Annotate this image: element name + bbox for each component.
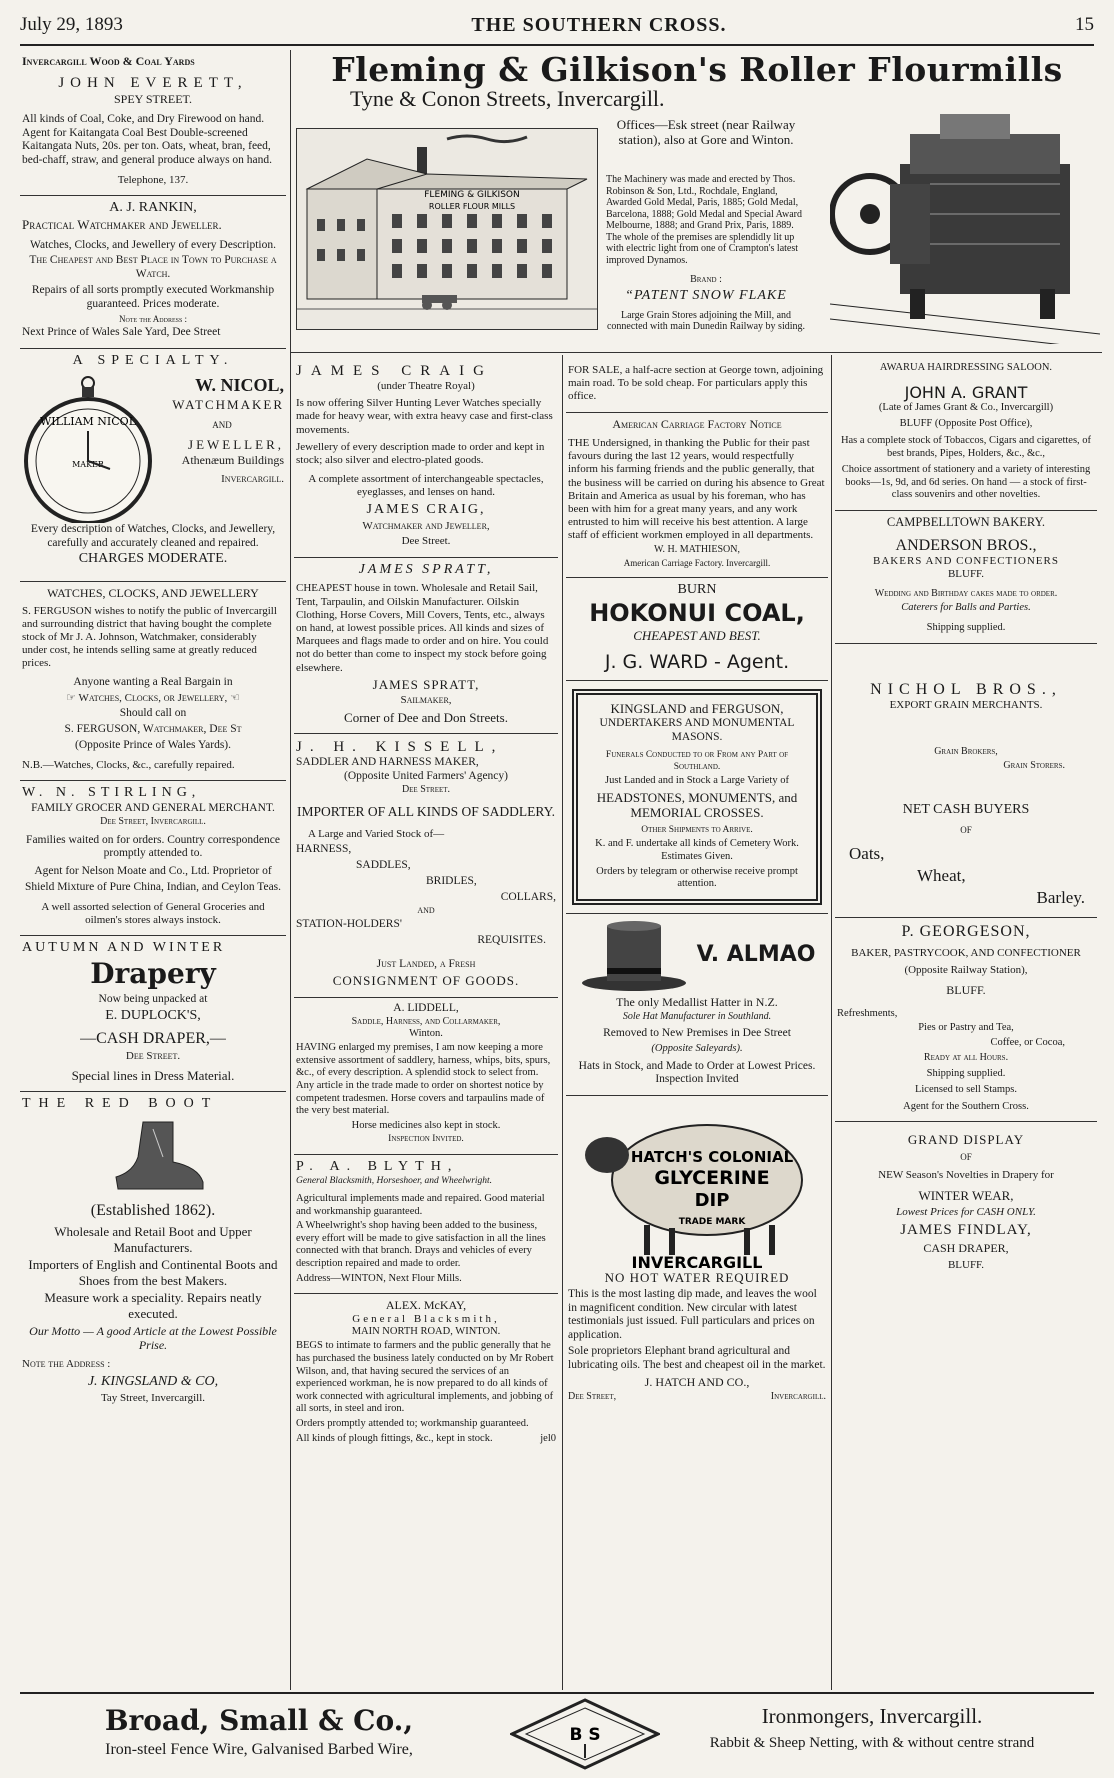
almao-line5: Hats in Stock, and Made to Order at Lowest Prices. Inspection Invited [578, 1059, 816, 1086]
georgeson-name: P. GEORGESON, [901, 922, 1031, 940]
bs-diamond-logo [510, 1698, 660, 1770]
redboot-line3: Measure work a speciality. Repairs neatly executed. [44, 1290, 262, 1322]
georgeson-opp: (Opposite Railway Station), [904, 964, 1028, 977]
sheep-text-1: HATCH'S COLONIAL [630, 1148, 794, 1167]
dip-heading: NO HOT WATER REQUIRED [604, 1270, 790, 1286]
nicol-town: Invercargill. [221, 473, 284, 486]
georgeson-line1: Refreshments, [837, 1007, 898, 1019]
ad-kingsland-ferguson [566, 681, 828, 914]
liddell-name: A. LIDDELL, [393, 1001, 459, 1014]
issue-date: July 29, 1893 [20, 14, 123, 35]
carriage-body: THE Undersigned, in thanking the Public for their past favours during the last 12 years, would respectfully inform his farming friends and the public generally, that the business will be carried on during his absence to Great Britain and America as usual by his foreman, who has been with him for a great many years, and any work entrusted to him will receive his best attention. A large staff of efficient workmen employed in all departments. [568, 436, 825, 542]
column-rule-3 [831, 355, 832, 1690]
georgeson-town: BLUFF. [946, 983, 986, 998]
carriage-heading: American Carriage Factory Notice [612, 416, 782, 431]
ad-almao [566, 914, 828, 1096]
flourmills-offices: Offices—Esk street (near Railway station), also at Gore and Winton. [616, 117, 796, 147]
craig-sub: (under Theatre Royal) [377, 380, 475, 392]
rankin-trade: Practical Watchmaker and Jeweller. [22, 216, 222, 232]
spratt-address: Corner of Dee and Don Streets. [344, 709, 508, 725]
spratt-name: JAMES SPRATT, [358, 561, 494, 577]
rankin-name: A. J. RANKIN, [109, 200, 197, 216]
dip-address1: Dee Street, [568, 1390, 617, 1402]
mill-building-illustration [296, 128, 598, 330]
ferguson-items-text: Watches, Clocks, or Jewellery, [78, 692, 228, 705]
almao-line1: The only Medallist Hatter in N.Z. [616, 994, 778, 1009]
ad-blyth [294, 1155, 558, 1294]
ferguson-nb: N.B.—Watches, Clocks, &c., carefully repaired. [22, 758, 235, 771]
ad-american-carriage [566, 413, 828, 579]
stirling-line1: Families waited on for orders. Country correspondence promptly attended to. [26, 833, 280, 860]
craig-street: Dee Street. [401, 535, 451, 548]
stirling-name: W. N. STIRLING, [22, 785, 201, 801]
redboot-name: J. KINGSLAND & CO, [87, 1373, 219, 1389]
mckay-line2: Orders promptly attended to; workmanship guaranteed. [296, 1417, 529, 1429]
ad-anderson-bros [835, 511, 1097, 644]
nichol-trade: EXPORT GRAIN MERCHANTS. [889, 698, 1043, 711]
kingsland-trade: UNDERTAKERS AND MONUMENTAL MASONS. [599, 716, 795, 743]
column-rule-1 [290, 50, 291, 1690]
findlay-of: OF [960, 1151, 972, 1162]
anderson-line3: Shipping supplied. [926, 622, 1006, 634]
kingsland-line2: Just Landed and in Stock a Large Variety of [605, 775, 789, 787]
nichol-name: NICHOL BROS., [870, 680, 1062, 698]
liddell-trade: Saddle, Harness, and Collarmaker, [351, 1015, 501, 1027]
liddell-line2: Horse medicines also kept in stock. [351, 1119, 501, 1131]
nichol-line2: Grain Storers. [1003, 760, 1065, 772]
rankin-line1: Watches, Clocks, and Jewellery of every Description. [30, 238, 276, 251]
everett-phone: Telephone, 137. [117, 173, 189, 186]
ferguson-heading: WATCHES, CLOCKS, AND JEWELLERY [47, 586, 259, 601]
kissell-item-bridles: BRIDLES, [426, 874, 477, 887]
ferguson-bargain: Anyone wanting a Real Bargain in [73, 676, 233, 689]
nicol-and: AND [212, 420, 232, 431]
nichol-grain-oats: Oats, [849, 843, 885, 863]
column-rule-2 [562, 355, 563, 1690]
kissell-and: AND [417, 906, 435, 916]
kissell-stock: A Large and Varied Stock of— [308, 827, 445, 840]
kingsland-line1: Funerals Conducted to or From any Part of Southland. [605, 750, 789, 772]
footer-ad-broad-small [20, 1692, 1094, 1774]
dip-address [568, 1391, 826, 1403]
almao-line4: (Opposite Saleyards). [651, 1042, 743, 1054]
craig-name: JAMES CRAIG [296, 363, 493, 379]
ad-for-sale [566, 358, 828, 413]
findlay-line1: NEW Season's Novelties in Drapery for [878, 1168, 1054, 1181]
ad-james-findlay [835, 1122, 1097, 1284]
ad-duplock [20, 936, 286, 1092]
kingsland-line6: Orders by telegram or otherwise receive prompt attention. [596, 865, 798, 890]
kingsland-line4: Other Shipments to Arrive. [641, 824, 753, 835]
kissell-trade: SADDLER AND HARNESS MAKER, [296, 756, 479, 769]
grant-town: BLUFF (Opposite Post Office), [899, 418, 1033, 430]
everett-heading: Invercargill Wood & Coal Yards [22, 54, 195, 68]
mckay-address: MAIN NORTH ROAD, WINTON. [351, 1325, 501, 1337]
duplock-name: E. DUPLOCK'S, [105, 1008, 201, 1024]
liddell-town: Winton. [409, 1027, 443, 1039]
redboot-line1: Wholesale and Retail Boot and Upper Manufacturers. [54, 1224, 252, 1255]
kissell-landed: Just Landed, a Fresh [376, 957, 476, 970]
watch-maker-text: MAKER [72, 460, 104, 470]
nicol-trade: WATCHMAKER [172, 396, 284, 412]
redboot-heading: THE RED BOOT [22, 1096, 219, 1112]
findlay-line3: Lowest Prices for CASH ONLY. [896, 1205, 1036, 1218]
ad-kissell [294, 734, 558, 998]
anderson-heading: CAMPBELLTOWN BAKERY. [886, 514, 1046, 529]
column-2 [294, 358, 558, 1451]
footer-right-line2: Rabbit & Sheep Netting, with & without centre strand [709, 1735, 1035, 1751]
blyth-line2: A Wheelwright's shop having been added to the business, every effort will be made to give satisfaction in all the lines connected with that branch. Drays and vehicles of every description repaired and made to order. [296, 1220, 546, 1269]
almao-line3: Removed to New Premises in Dee Street [603, 1027, 791, 1040]
kingsland-line3: HEADSTONES, MONUMENTS, and MEMORIAL CROSSES. [596, 789, 798, 821]
liddell-body: HAVING enlarged my premises, I am now keeping a more extensive assortment of saddlery, harness, whips, bits, spurs, &c., of every description. A splendid stock to select from. Any article in the trade made to order on shortest notice by competent tradesmen. Horse covers and tarpaulins made of the very best material. [296, 1042, 551, 1117]
ad-james-spratt [294, 558, 558, 734]
rankin-address: Next Prince of Wales Sale Yard, Dee Street [22, 326, 221, 339]
machinery-paragraph: The Machinery was made and erected by Thos. Robinson & Son, Ltd., Rochdale, England, Awarded Gold Medal, Paris, 1885; Gold Medal, Barcelona, 1888; Gold Medal and Special Award Melbourne, 1888; and Grand Prix, Paris, 1889. The whole of the premises are splendidly lit up with electric light from one of Crampton's latest improved Dynamos. [606, 174, 802, 266]
brand-name: “PATENT SNOW FLAKE [625, 287, 787, 303]
rankin-note: Note the Address : [118, 313, 188, 324]
stirling-address: Dee Street, Invercargill. [100, 815, 206, 827]
grant-heading: AWARUA HAIRDRESSING SALOON. [879, 362, 1053, 373]
ferguson-opp: (Opposite Prince of Wales Yards). [74, 739, 231, 752]
grant-line1: Has a complete stock of Tobaccos, Cigars and cigarettes, of best brands, Pipes, Holders, &c., &c., [840, 434, 1092, 459]
dip-address2: Invercargill. [770, 1390, 826, 1402]
pocket-watch-illustration [22, 373, 154, 523]
sheep-illustration [577, 1100, 817, 1270]
coal-burn: BURN [677, 582, 717, 598]
kingsland-name: KINGSLAND and FERGUSON, [610, 701, 784, 717]
ad-ferguson [20, 582, 286, 781]
nichol-line1: Grain Brokers, [934, 746, 998, 758]
carriage-signature2: American Carriage Factory. Invercargill. [623, 558, 771, 569]
georgeson-line6: Licensed to sell Stamps. [914, 1084, 1018, 1096]
kissell-item-harness: HARNESS, [296, 843, 352, 856]
ferguson-name: S. FERGUSON, Watchmaker, Dee St [64, 723, 242, 736]
almao-line2: Sole Hat Manufacturer in Southland. [622, 1011, 772, 1023]
nicol-body: Every description of Watches, Clocks, and Jewellery, carefully and accurately cleaned and repaired. [30, 523, 276, 549]
brand-label: Brand : [690, 274, 722, 285]
findlay-trade: CASH DRAPER, [923, 1240, 1009, 1255]
blyth-trade: General Blacksmith, Horseshoer, and Wheelwright. [296, 1175, 493, 1186]
duplock-drapery: Drapery [90, 956, 216, 990]
ad-james-craig [294, 358, 558, 558]
ad-mckay [294, 1294, 558, 1451]
stirling-line3: Shield Mixture of Pure China, Indian, and Ceylon Teas. [24, 881, 282, 893]
flourmills-machinery-text [606, 172, 806, 335]
grant-name: JOHN A. GRANT [904, 382, 1028, 402]
watch-name-text: WILLIAM NICOL [39, 415, 137, 429]
nicol-name: W. NICOL, [195, 375, 284, 396]
ad-stirling [20, 781, 286, 936]
footer-right-line1: Ironmongers, Invercargill. [761, 1704, 983, 1728]
nicol-specialty: A SPECIALTY. [72, 353, 234, 369]
findlay-line2: WINTER WEAR, [918, 1187, 1014, 1203]
footer-right [652, 1704, 1092, 1752]
spratt-signature: JAMES SPRATT, [372, 676, 480, 692]
grain-stores-text: Large Grain Stores adjoining the Mill, and connected with main Dunedin Railway by siding. [606, 309, 806, 333]
ad-hokonui-coal [566, 578, 828, 681]
column-1 [20, 50, 286, 1412]
georgeson-line2: Pies or Pastry and Tea, [918, 1022, 1014, 1034]
banner-bottom-rule [290, 352, 1102, 353]
spratt-body: CHEAPEST house in town. Wholesale and Retail Sail, Tent, Tarpaulin, and Oilskin Manufacturer. Oilskin Clothing, Horse Covers, Mill Covers, Tents, etc., always on hand, at lowest possible prices. All kinds and sizes of Marquees and flags made to order and on hire. You could not do better than come to inspect my stock before going elsewhere. [296, 582, 549, 674]
nichol-line3: NET CASH BUYERS [902, 802, 1030, 818]
nichol-grain-barley: Barley. [1036, 888, 1085, 908]
newspaper-title: THE SOUTHERN CROSS. [471, 13, 727, 36]
mckay-code: jel0 [540, 1432, 556, 1444]
craig-signature: JAMES CRAIG, [366, 501, 486, 517]
dip-line2: Sole proprietors Elephant brand agricultural and lubricating oils. The best and cheapest oil in the market. [568, 1344, 826, 1371]
coal-tagline: CHEAPEST AND BEST. [633, 627, 761, 643]
kissell-street: Dee Street. [401, 783, 451, 795]
footer-left [24, 1704, 494, 1759]
duplock-line1: Now being unpacked at [98, 992, 208, 1005]
nicol-charges: CHARGES MODERATE. [78, 551, 228, 567]
sheep-trademark: TRADE MARK [678, 1217, 746, 1228]
ad-red-boot [20, 1092, 286, 1412]
rankin-line2: The Cheapest and Best Place in Town to Purchase a Watch. [29, 254, 277, 281]
dip-line1: This is the most lasting dip made, and leaves the wool in magnificent condition. New circular with latest testimonials just issued. Full particulars and prices on application. [568, 1287, 817, 1342]
stirling-line4: A well assorted selection of General Groceries and oilmen's stores always instock. [41, 900, 265, 926]
redboot-motto: Our Motto — A good Article at the Lowest Possible Prise. [29, 1323, 277, 1353]
stirling-line2: Agent for Nelson Moate and Co., Ltd. Proprietor of [34, 865, 272, 878]
blyth-line1: Agricultural implements made and repaired. Good material and workmanship guaranteed. [296, 1193, 545, 1217]
anderson-name: ANDERSON BROS., [895, 536, 1037, 554]
flourmills-address: Tyne & Conon Streets, Invercargill. [350, 86, 665, 111]
mill-sign-bottom: ROLLER FLOUR MILLS [428, 202, 516, 211]
mckay-name: ALEX. McKAY, [385, 1298, 467, 1313]
kissell-item-station: STATION-HOLDERS' [296, 917, 402, 930]
ad-nichol-bros [835, 644, 1097, 918]
georgeson-line3: Coffee, or Cocoa, [990, 1036, 1065, 1048]
boot-illustration [98, 1117, 208, 1197]
footer-company-name: Broad, Small & Co., [104, 1704, 414, 1737]
carriage-signature: W. H. MATHIESON, [653, 544, 741, 556]
blyth-name: P. A. BLYTH, [296, 1158, 459, 1174]
kissell-item-saddles: SADDLES, [356, 858, 411, 871]
craig-trade: Watchmaker and Jeweller, [362, 520, 490, 533]
anderson-line1: Wedding and Birthday cakes made to order. [874, 587, 1058, 599]
redboot-note: Note the Address : [22, 1358, 111, 1371]
top-hat-icon [579, 918, 689, 993]
anderson-town: BLUFF. [947, 568, 985, 581]
findlay-town: BLUFF. [947, 1259, 985, 1272]
nicol-text-block [160, 375, 284, 486]
redboot-line2: Importers of English and Continental Boots and Shoes from the best Makers. [28, 1257, 278, 1288]
everett-street: SPEY STREET. [113, 92, 192, 107]
kissell-importer: IMPORTER OF ALL KINDS OF SADDLERY. [297, 803, 555, 819]
sheep-text-2: GLYCERINE [654, 1167, 770, 1190]
mill-sign-top: FLEMING & GILKISON [424, 190, 520, 200]
kissell-consignment: CONSIGNMENT OF GOODS. [332, 973, 520, 989]
page-header [20, 12, 1094, 38]
duplock-special: Special lines in Dress Material. [71, 1067, 235, 1083]
georgeson-line4: Ready at all Hours. [923, 1051, 1009, 1063]
spratt-trade: Sailmaker, [400, 694, 452, 707]
kissell-opp: (Opposite United Farmers' Agency) [344, 769, 508, 782]
anderson-trade: BAKERS AND CONFECTIONERS [873, 555, 1059, 568]
findlay-heading: GRAND DISPLAY [907, 1132, 1025, 1148]
georgeson-trade: BAKER, PASTRYCOOK, AND CONFECTIONER [851, 947, 1081, 960]
hand-pointer-left-icon: ☜ [227, 692, 240, 705]
nicol-place: Athenæum Buildings [181, 452, 284, 467]
duplock-heading: AUTUMN AND WINTER [22, 940, 226, 956]
nichol-grain-wheat: Wheat, [917, 866, 966, 886]
liddell-line3: Inspection Invited. [388, 1134, 464, 1145]
ferguson-call: Should call on [119, 707, 187, 720]
nichol-of: OF [960, 824, 972, 835]
ad-everett [20, 50, 286, 196]
kissell-item-requisites: REQUISITES. [477, 933, 546, 946]
findlay-name: JAMES FINDLAY, [900, 1221, 1032, 1238]
ad-liddell [294, 998, 558, 1155]
kissell-item-collars: COLLARS, [500, 890, 556, 903]
sheep-text-3: DIP [694, 1190, 730, 1212]
page-number: 15 [1074, 14, 1094, 35]
nicol-trade2: JEWELLER, [188, 437, 284, 453]
georgeson-line7: Agent for the Southern Cross. [903, 1100, 1029, 1112]
duplock-street: Dee Street. [125, 1050, 181, 1063]
coal-agent: J. G. WARD - Agent. [604, 651, 790, 674]
ad-hatch-dip [566, 1096, 828, 1409]
for-sale-body: FOR SALE, a half-acre section at George town, adjoining main road. To be sold cheap. For particulars apply this office. [568, 364, 824, 403]
craig-line1: Is now offering Silver Hunting Lever Watches specially made for heavy wear, with extra heavy case and first-class movements. [296, 397, 553, 436]
kissell-name: J. H. KISSELL, [296, 739, 504, 756]
kingsland-line5: K. and F. undertake all kinds of Cemetery Work. Estimates Given. [595, 838, 799, 862]
grant-late: (Late of James Grant & Co., Invercargill) [878, 401, 1054, 413]
duplock-trade: —CASH DRAPER,— [80, 1030, 226, 1048]
stirling-trade: FAMILY GROCER AND GENERAL MERCHANT. [31, 801, 275, 814]
dip-signature: J. HATCH AND CO., [644, 1374, 750, 1389]
georgeson-line5: Shipping supplied. [926, 1067, 1006, 1079]
column-3 [566, 358, 828, 1409]
rankin-line3: Repairs of all sorts promptly executed Workmanship guaranteed. Prices moderate. [31, 283, 275, 310]
everett-name: JOHN EVERETT, [58, 75, 248, 92]
column-4 [835, 358, 1097, 1284]
ferguson-items [22, 692, 284, 705]
ad-john-grant [835, 358, 1097, 511]
coal-name: HOKONUI COAL, [589, 599, 805, 628]
ad-georgeson [835, 918, 1097, 1123]
almao-header [568, 918, 826, 993]
ad-nicol [20, 349, 286, 582]
roller-mill-machine-illustration [830, 104, 1100, 344]
redboot-established: (Established 1862). [90, 1201, 216, 1219]
craig-line2: Jewellery of every description made to order and kept in stock; also silver and electro-plated goods. [296, 440, 545, 466]
everett-body: All kinds of Coal, Coke, and Dry Firewood on hand. Agent for Kaitangata Coal Best Double-screened Kaitangata Nuts, 20s. per ton. Oats, wheat, bran, feed, bed-chaff, straw, and general produce always on hand. [22, 112, 273, 167]
craig-line3: A complete assortment of interchangeable spectacles, eyeglasses, and lenses on hand. [308, 473, 544, 499]
footer-line1: Iron-steel Fence Wire, Galvanised Barbed Wire, [105, 1741, 413, 1758]
flourmills-banner-title: Fleming & Gilkison's Roller Flourmills [331, 50, 1063, 89]
redboot-address: Tay Street, Invercargill. [100, 1392, 206, 1405]
ferguson-body: S. FERGUSON wishes to notify the public of Invercargill and surrounding district that having bought the complete stock of Mr J. A. Johnson, Watchmaker, considerably under cost, he intends selling same at greatly reduced prices. [22, 604, 277, 670]
hand-pointer-icon: ☞ [66, 692, 79, 705]
grant-line2: Choice assortment of stationery and a variety of interesting books—1s, 9d, and 6d series. On hand — a stock of first-class souvenirs and other novelties. [841, 464, 1091, 501]
mckay-line3 [296, 1433, 556, 1446]
mckay-trade: General Blacksmith, [352, 1312, 500, 1325]
mckay-line3-text: All kinds of plough fittings, &c., kept in stock. [296, 1432, 493, 1444]
mckay-body: BEGS to intimate to farmers and the public generally that he has purchased the business lately conducted on by Mr Robert Wilson, and, that having secured the services of an experienced workman, he is now prepared to do all kinds of work connected with agricultural implements, and jobbing of all sorts, in steel and iron. [296, 1340, 554, 1415]
kingsland-bordered-box [576, 693, 818, 901]
header-rule [20, 44, 1094, 46]
ad-rankin [20, 196, 286, 349]
bs-logo-text: B S [569, 1725, 601, 1745]
anderson-line2: Caterers for Balls and Parties. [901, 601, 1031, 613]
sheep-town: INVERCARGILL [631, 1253, 763, 1271]
blyth-address: Address—WINTON, Next Flour Mills. [296, 1272, 462, 1284]
almao-name: V. ALMAO [696, 942, 816, 968]
